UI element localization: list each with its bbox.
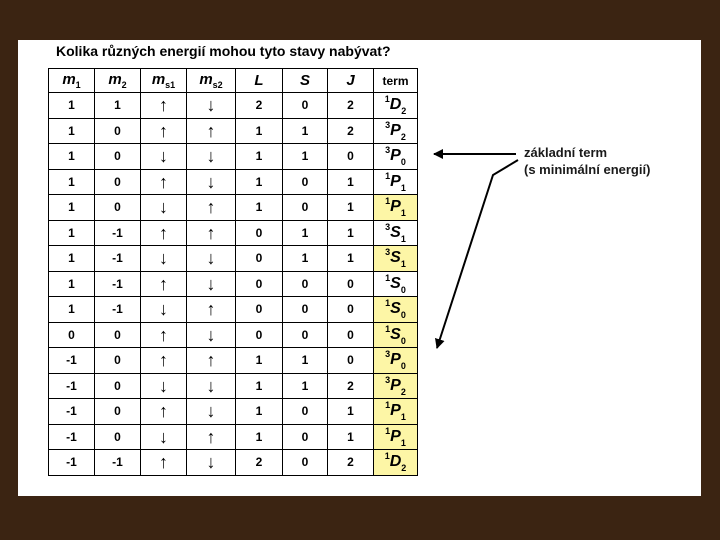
cell-S: 0 [283,93,328,119]
cell-ms2: ↓ [187,373,236,399]
cell-S: 0 [283,399,328,425]
term-multiplicity: 3 [385,119,391,130]
cell-J: 0 [328,322,374,348]
term-j: 0 [400,284,406,295]
cell-ms1: ↑ [141,118,187,144]
cell-ms2: ↑ [187,424,236,450]
cell-ms1: ↓ [141,195,187,221]
cell-m1: -1 [49,399,95,425]
cell-ms2: ↑ [187,297,236,323]
cell-m2: 0 [95,195,141,221]
cell-m1: 1 [49,169,95,195]
cell-m2: -1 [95,271,141,297]
term-letter: S [390,223,401,241]
cell-ms1: ↓ [141,373,187,399]
cell-S: 1 [283,220,328,246]
ground-term-label-line2: (s minimální energií) [524,162,651,177]
cell-ms2: ↑ [187,195,236,221]
cell-L: 0 [236,322,283,348]
header-L: L [236,69,283,93]
term-j: 1 [400,437,406,448]
cell-S: 0 [283,297,328,323]
cell-ms2: ↓ [187,322,236,348]
cell-L: 1 [236,195,283,221]
cell-S: 0 [283,424,328,450]
question-title: Kolika různých energií mohou tyto stavy nabývat? [56,43,391,59]
cell-m2: 0 [95,399,141,425]
cell-J: 1 [328,220,374,246]
term-letter: D [389,453,402,471]
cell-L: 2 [236,450,283,476]
term-j: 0 [400,310,406,321]
cell-ms2: ↓ [187,399,236,425]
cell-m1: 1 [49,93,95,119]
cell-ms2: ↑ [187,118,236,144]
term-letter: P [390,427,401,445]
term-j: 2 [401,106,407,117]
cell-S: 0 [283,322,328,348]
term-letter: S [390,274,401,292]
term-j: 0 [400,361,406,372]
term-letter: P [390,147,401,165]
term-multiplicity: 1 [385,323,391,334]
term-multiplicity: 1 [384,451,390,462]
cell-J: 1 [328,246,374,272]
cell-m2: 0 [95,169,141,195]
cell-ms1: ↑ [141,450,187,476]
cell-L: 0 [236,271,283,297]
cell-J: 1 [328,399,374,425]
header-m2: $m_2$ [95,69,141,93]
cell-J: 1 [328,195,374,221]
term-j: 1 [400,182,406,193]
cell-S: 0 [283,271,328,297]
cell-J: 2 [328,373,374,399]
cell-m2: -1 [95,450,141,476]
term-j: 2 [401,463,407,474]
cell-m2: 0 [95,118,141,144]
ground-term-label-line1: základní term [524,145,608,160]
term-multiplicity: 1 [385,400,391,411]
cell-ms1: ↑ [141,399,187,425]
cell-m2: 0 [95,322,141,348]
term-multiplicity: 3 [385,221,391,232]
cell-L: 1 [236,424,283,450]
term-letter: D [389,96,402,114]
term-multiplicity: 1 [384,94,390,105]
term-letter: P [390,376,401,394]
cell-m1: -1 [49,373,95,399]
term-multiplicity: 1 [385,425,391,436]
term-letter: P [390,351,401,369]
cell-m1: 1 [49,195,95,221]
term-j: 2 [400,386,406,397]
term-letter: P [390,172,401,190]
cell-J: 1 [328,424,374,450]
slide [18,40,701,496]
cell-ms1: ↑ [141,271,187,297]
header-ms1: $m_{s1}$ [141,69,187,93]
cell-J: 2 [328,93,374,119]
cell-J: 0 [328,297,374,323]
cell-ms1: ↑ [141,348,187,374]
cell-m1: 1 [49,297,95,323]
cell-S: 1 [283,144,328,170]
cell-ms2: ↓ [187,144,236,170]
term-j: 2 [400,131,406,142]
cell-m1: 1 [49,118,95,144]
term-multiplicity: 1 [385,196,391,207]
term-j: 1 [400,208,406,219]
cell-L: 1 [236,118,283,144]
cell-ms2: ↓ [187,93,236,119]
cell-m2: 1 [95,93,141,119]
cell-L: 1 [236,373,283,399]
cell-m2: 0 [95,373,141,399]
cell-ms2: ↓ [187,246,236,272]
header-J: J [328,69,374,93]
cell-m1: 0 [49,322,95,348]
cell-S: 1 [283,373,328,399]
cell-ms2: ↑ [187,348,236,374]
term-multiplicity: 3 [385,374,391,385]
cell-m1: 1 [49,144,95,170]
cell-S: 1 [283,246,328,272]
cell-m2: -1 [95,297,141,323]
arrow-to-3P0-bottom [437,160,518,348]
cell-L: 2 [236,93,283,119]
cell-m2: 0 [95,348,141,374]
cell-m1: -1 [49,450,95,476]
cell-J: 0 [328,271,374,297]
cell-L: 1 [236,348,283,374]
cell-J: 0 [328,144,374,170]
term-j: 0 [400,157,406,168]
cell-S: 0 [283,195,328,221]
cell-ms2: ↑ [187,220,236,246]
cell-ms1: ↓ [141,246,187,272]
term-j: 1 [400,233,406,244]
term-letter: P [390,402,401,420]
term-multiplicity: 3 [385,145,391,156]
header-term: term [374,69,418,93]
cell-ms1: ↓ [141,424,187,450]
cell-J: 2 [328,118,374,144]
cell-L: 1 [236,169,283,195]
term-multiplicity: 1 [385,298,391,309]
term-letter: P [390,121,401,139]
term-letter: P [390,198,401,216]
term-letter: S [390,325,401,343]
header-m1: $m_1$ [49,69,95,93]
cell-m2: 0 [95,424,141,450]
cell-J: 2 [328,450,374,476]
cell-L: 0 [236,246,283,272]
cell-ms2: ↓ [187,169,236,195]
term-j: 1 [400,412,406,423]
cell-m1: -1 [49,424,95,450]
cell-L: 0 [236,297,283,323]
cell-m1: 1 [49,246,95,272]
cell-S: 0 [283,169,328,195]
cell-m1: -1 [49,348,95,374]
annotation-arrows [18,40,701,496]
cell-ms2: ↓ [187,271,236,297]
cell-L: 0 [236,220,283,246]
cell-J: 1 [328,169,374,195]
cell-S: 1 [283,118,328,144]
cell-ms1: ↓ [141,144,187,170]
term-multiplicity: 1 [385,170,391,181]
cell-m2: -1 [95,220,141,246]
cell-ms1: ↑ [141,220,187,246]
cell-m1: 1 [49,271,95,297]
cell-J: 0 [328,348,374,374]
cell-ms1: ↓ [141,297,187,323]
cell-ms2: ↓ [187,450,236,476]
cell-S: 1 [283,348,328,374]
cell-L: 1 [236,144,283,170]
term-letter: S [390,249,401,267]
cell-ms1: ↑ [141,93,187,119]
term-multiplicity: 1 [385,272,391,283]
term-letter: S [390,300,401,318]
term-j: 0 [400,335,406,346]
term-multiplicity: 3 [385,247,391,258]
header-ms2: $m_{s2}$ [187,69,236,93]
term-multiplicity: 3 [385,349,391,360]
cell-ms1: ↑ [141,322,187,348]
cell-L: 1 [236,399,283,425]
cell-m2: 0 [95,144,141,170]
cell-m1: 1 [49,220,95,246]
header-S: S [283,69,328,93]
term-j: 1 [400,259,406,270]
cell-ms1: ↑ [141,169,187,195]
cell-S: 0 [283,450,328,476]
cell-m2: -1 [95,246,141,272]
